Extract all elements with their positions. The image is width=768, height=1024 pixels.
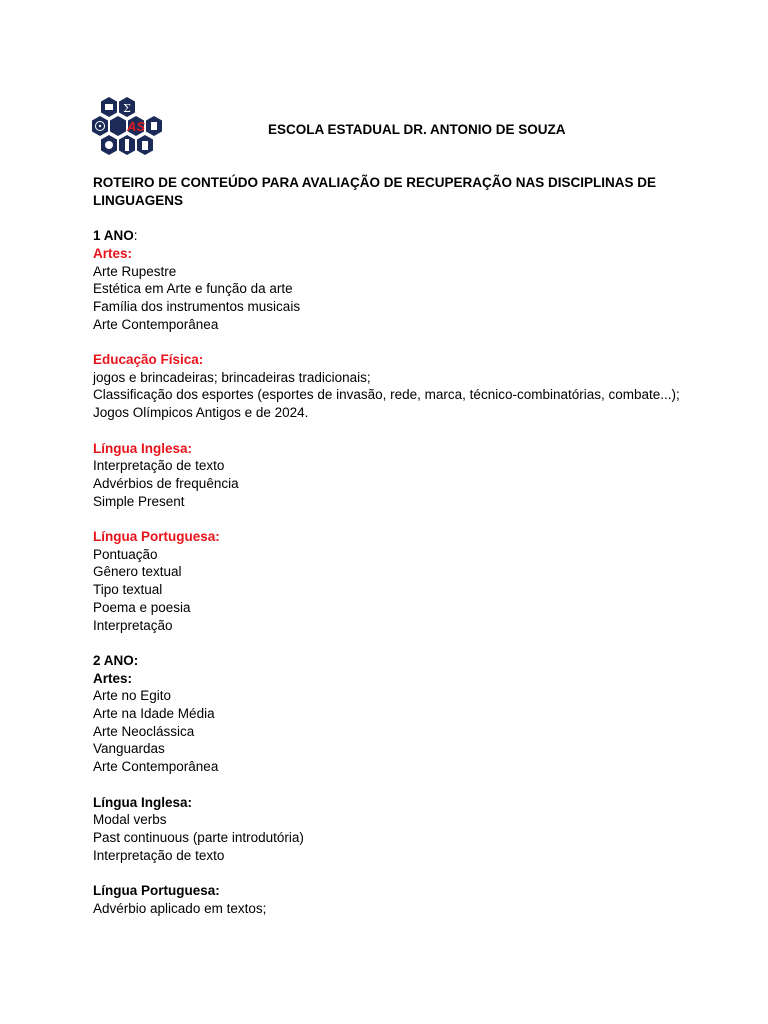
subject-item: Arte Rupestre bbox=[93, 263, 177, 279]
subject-heading: Língua Portuguesa: bbox=[93, 529, 220, 544]
subject-block bbox=[93, 794, 693, 865]
subject-heading: Artes: bbox=[93, 670, 133, 686]
subject-item: Arte na Idade Média bbox=[93, 706, 215, 722]
subject-block bbox=[93, 351, 693, 422]
subject-item: Vanguardas bbox=[93, 741, 165, 757]
subject-block bbox=[93, 440, 693, 511]
subject-heading: Língua Inglesa: bbox=[93, 440, 193, 456]
subject-item: Interpretação bbox=[93, 617, 173, 633]
subject-item: Arte Contemporânea bbox=[93, 759, 219, 775]
subject-item: Tipo textual bbox=[93, 582, 163, 598]
subject-item: jogos e brincadeiras; brincadeiras tradicionais; bbox=[93, 369, 371, 385]
logo-monogram: AS bbox=[126, 119, 146, 134]
subject-block bbox=[93, 528, 693, 634]
subject-item: Jogos Olímpicos Antigos e de 2024. bbox=[93, 405, 309, 421]
subject-item: Classificação dos esportes (esportes de invasão, rede, marca, técnico-combinatórias, combate...); bbox=[93, 387, 680, 403]
subject-item: Arte Neoclássica bbox=[93, 723, 195, 739]
year-label-suffix: : bbox=[133, 228, 138, 244]
year-section bbox=[93, 227, 693, 634]
hexagon-school-logo-icon bbox=[92, 96, 168, 166]
subject-item: Advérbios de frequência bbox=[93, 475, 239, 491]
subject-item: Estética em Arte e função da arte bbox=[93, 281, 293, 297]
subject-heading: Língua Inglesa: bbox=[93, 794, 193, 810]
subject-heading: Língua Portuguesa: bbox=[93, 883, 220, 899]
subject-heading: Educação Física: bbox=[93, 352, 204, 367]
subject-item: Modal verbs bbox=[93, 812, 167, 828]
subject-item: Advérbio aplicado em textos; bbox=[93, 900, 267, 916]
subject-block bbox=[93, 670, 693, 776]
year-section bbox=[93, 652, 693, 918]
subject-item: Interpretação de texto bbox=[93, 847, 225, 863]
year-heading bbox=[93, 227, 693, 245]
subject-item: Arte Contemporânea bbox=[93, 316, 219, 332]
year-label: 2 ANO: bbox=[93, 652, 139, 668]
year-label: 1 ANO bbox=[93, 228, 134, 244]
years-container bbox=[93, 227, 693, 917]
subject-item: Arte no Egito bbox=[93, 688, 172, 704]
subject-item: Past continuous (parte introdutória) bbox=[93, 829, 304, 845]
subject-item: Gênero textual bbox=[93, 564, 182, 580]
subject-item: Interpretação de texto bbox=[93, 458, 225, 474]
svg-text:Σ: Σ bbox=[123, 102, 131, 115]
subject-item: Poema e poesia bbox=[93, 599, 191, 615]
subject-item: Pontuação bbox=[93, 546, 158, 562]
document-title: ROTEIRO DE CONTEÚDO PARA AVALIAÇÃO DE RECUPERAÇÃO NAS DISCIPLINAS DE LINGUAGENS bbox=[93, 175, 657, 208]
year-heading bbox=[93, 652, 693, 670]
subject-heading: Artes: bbox=[93, 245, 133, 261]
subject-item: Família dos instrumentos musicais bbox=[93, 298, 301, 314]
subject-block bbox=[93, 245, 693, 334]
document-body bbox=[93, 174, 693, 935]
school-name: ESCOLA ESTADUAL DR. ANTONIO DE SOUZA bbox=[268, 122, 566, 137]
subject-block bbox=[93, 882, 693, 917]
subject-item: Simple Present bbox=[93, 493, 185, 509]
